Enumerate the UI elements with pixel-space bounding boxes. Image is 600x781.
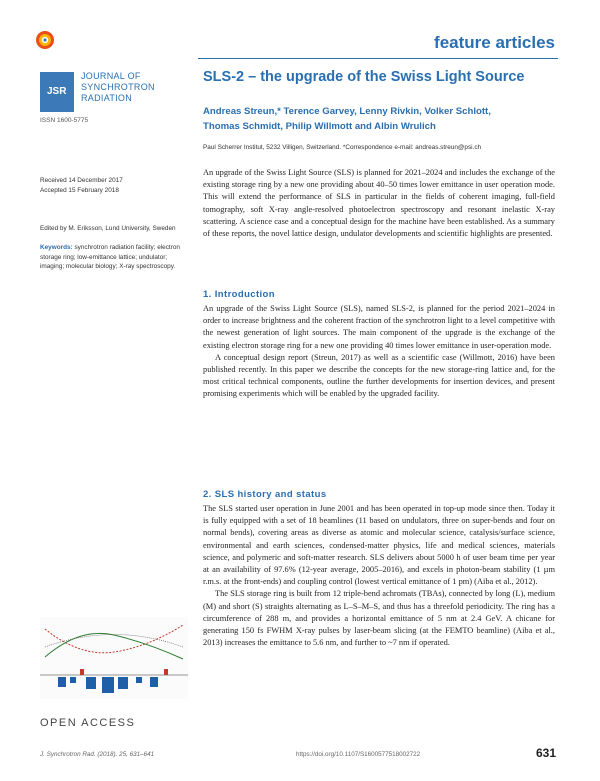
section-heading: 1. Introduction bbox=[203, 289, 275, 300]
paragraph: A conceptual design report (Streun, 2017) as well as a scientific case (Willmott, 2016) have been published recently. In this paper we describe the concepts for the new storage-ring lattice and, for the most critical technical components, outline the further developments for insertion devices, and present promising experiments which will be enabled by the upgraded facility. bbox=[203, 352, 555, 399]
keywords-label: Keywords: bbox=[40, 244, 73, 251]
edited-by: Edited by M. Eriksson, Lund University, Sweden bbox=[40, 225, 176, 232]
paragraph: The SLS storage ring is built from 12 triple-bend achromats (TBAs), connected by long (L), medium (M) and short (S) straights alternating as L–S–M–S, and thus has a threefold periodicity. The ring has a circumference of 288 m, and provides a horizontal emittance of 5 nm at 2.4 GeV. A chicane for generating 150 fs FWHM X-ray pulses by laser-beam slicing (at the FEMTO beamline) (Aiba et al., 2013) increases the emittance to 5.6 nm, and further to ~7 nm if operated. bbox=[203, 589, 555, 648]
section-label: feature articles bbox=[434, 33, 555, 52]
journal-name-line: SYNCHROTRON bbox=[81, 82, 155, 92]
doi-link[interactable]: https://doi.org/10.1107/S1600577518002722 bbox=[296, 751, 421, 758]
accepted-date: Accepted 15 February 2018 bbox=[40, 186, 119, 194]
iucr-logo-icon bbox=[35, 30, 55, 50]
received-date: Received 14 December 2017 bbox=[40, 177, 123, 184]
section-heading: 2. SLS history and status bbox=[203, 489, 327, 500]
authors bbox=[203, 104, 553, 134]
issn: ISSN 1600-5775 bbox=[40, 117, 89, 124]
dates bbox=[40, 176, 190, 195]
citation: J. Synchrotron Rad. (2018). 25, 631–641 bbox=[40, 751, 155, 758]
journal-name bbox=[81, 71, 155, 104]
header-rule bbox=[198, 58, 558, 59]
keywords-list: synchrotron radiation facility; electron storage ring; low-emittance lattice; undulator; imaging; molecular biology; X-ray spectroscopy. bbox=[40, 244, 180, 270]
abstract: An upgrade of the Swiss Light Source (SLS) is planned for 2021–2024 and includes the exchange of the existing storage ring by a new one providing about 40–50 times lower emittance in user operation mode. This will extend the performance of SLS in particular in the fields of coherent imaging, full-field tomography, soft X-ray angle-resolved photoelectron spectroscopy and resonant inelastic X-ray scattering. A science case and a conceptual design for the machine have been established. As a summary of these reports, the novel lattice design, undulator developments and scientific highlights are presented. bbox=[203, 168, 555, 239]
figure-thumbnail bbox=[40, 617, 188, 699]
journal-abbrev: JSR bbox=[47, 86, 67, 97]
journal-name-line: JOURNAL OF bbox=[81, 71, 141, 81]
journal-name-line: RADIATION bbox=[81, 93, 133, 103]
open-access-badge: OPEN ACCESS bbox=[40, 717, 136, 729]
article-title: SLS-2 – the upgrade of the Swiss Light Source bbox=[203, 69, 525, 85]
section-body bbox=[203, 503, 555, 649]
journal-logo bbox=[40, 72, 74, 112]
authors-line: Andreas Streun,* Terence Garvey, Lenny Rivkin, Volker Schlott, bbox=[203, 106, 491, 117]
keywords bbox=[40, 243, 188, 272]
affiliation: Paul Scherrer Institut, 5232 Villigen, Switzerland. *Correspondence e-mail: andreas.streun@psi.ch bbox=[203, 144, 482, 151]
paragraph: The SLS started user operation in June 2001 and has been operated in top-up mode since then. Today it is fully equipped with a set of 18 beamlines (11 based on undulators, three on super-bends and four on normal bends), covering areas as diverse as atomic and molecular science, catalysis/surface science, environmental and earth sciences, condensed-matter physics, life and medical sciences, materials science, and polymeric and soft-matter research. SLS delivers about 5000 h of user beam time per year at an availability of 97.6% (12-year average, 2005–2016), and excels in photon-beam stability (1 µm r.m.s. at the front-ends) and coupling control (lowest vertical emittance of 1 pm) (Aiba et al., 2012). bbox=[203, 504, 555, 587]
section-body bbox=[203, 303, 555, 401]
authors-line: Thomas Schmidt, Philip Willmott and Albin Wrulich bbox=[203, 121, 436, 132]
page-number: 631 bbox=[535, 746, 556, 760]
paragraph: An upgrade of the Swiss Light Source (SLS), named SLS-2, is planned for the period 2021–2024 in order to increase brightness and the coherent fraction of the synchrotron light to a level competitive with the newest generation of light sources. The main component of the upgrade is the exchange of the existing electron storage ring for a new one providing 40 times lower emittance in user-operation mode. bbox=[203, 304, 555, 350]
